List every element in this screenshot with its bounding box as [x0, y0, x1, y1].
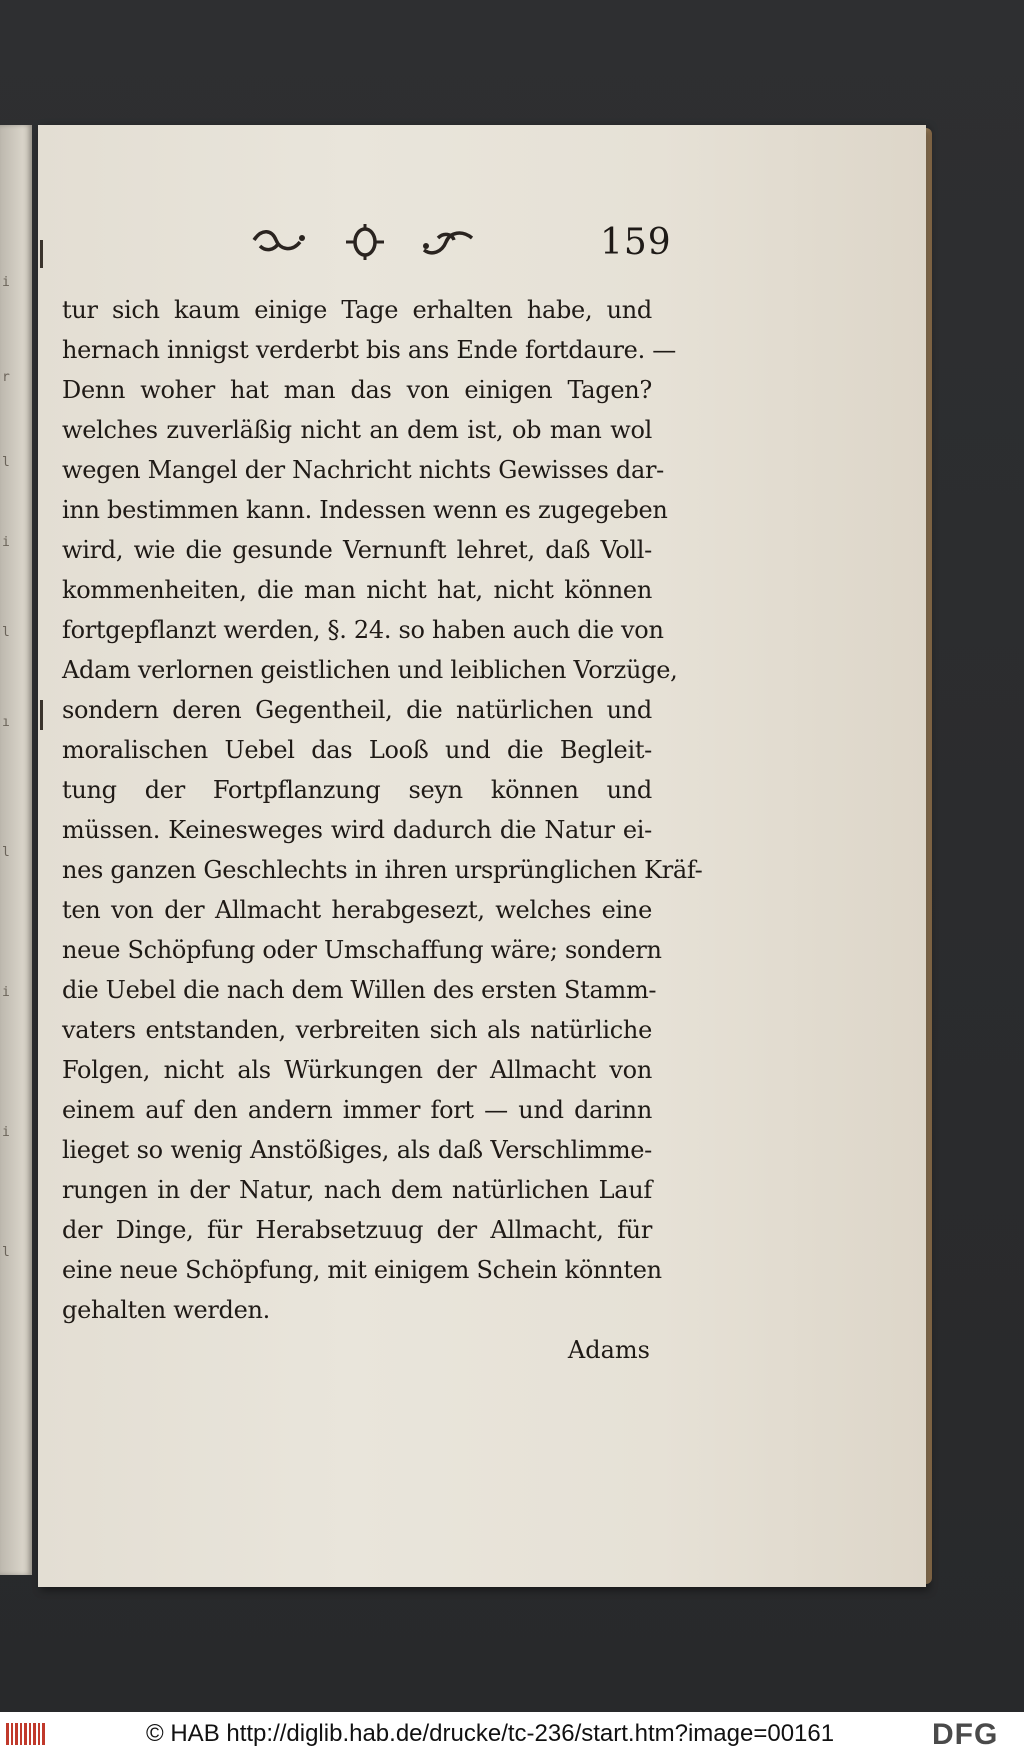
- text-line: kommenheiten, die man nicht hat, nicht können: [62, 576, 652, 604]
- text-line: fortgepflanzt werden, §. 24. so haben auch die von: [62, 616, 664, 644]
- citation-link[interactable]: © HAB http://diglib.hab.de/drucke/tc-236/start.htm?image=00161: [146, 1720, 835, 1747]
- text-line: die Uebel die nach dem Willen des ersten Stamm-: [62, 976, 657, 1004]
- text-line: lieget so wenig Anstößiges, als daß Verschlimme-: [62, 1136, 652, 1164]
- text-line: vaters entstanden, verbreiten sich als natürliche: [62, 1016, 652, 1044]
- catchword: Adams: [567, 1336, 650, 1364]
- text-line: nes ganzen Geschlechts in ihren ursprünglichen Kräf-: [62, 856, 703, 884]
- text-line: neue Schöpfung oder Umschaffung wäre; sondern: [62, 936, 662, 964]
- text-line: welches zuverläßig nicht an dem ist, ob man wol: [62, 416, 652, 444]
- ornament-left-icon: [250, 222, 310, 262]
- text-line: hernach innigst verderbt bis ans Ende fortdaure. —: [62, 336, 676, 364]
- text-line: Adam verlornen geistlichen und leiblichen Vorzüge,: [62, 656, 678, 684]
- text-line: einem auf den andern immer fort — und darinn: [62, 1096, 652, 1124]
- dfg-logo: DFG: [932, 1718, 999, 1751]
- text-line: tung der Fortpflanzung seyn können und: [62, 776, 652, 804]
- text-line: sondern deren Gegentheil, die natürlichen und: [62, 696, 652, 724]
- footer-bar: [0, 1712, 1024, 1755]
- text-line: Denn woher hat man das von einigen Tagen?: [62, 376, 652, 404]
- text-line: moralischen Uebel das Looß und die Begleit-: [62, 736, 652, 764]
- page-number: 159: [600, 222, 672, 263]
- library-barcode-icon: [6, 1721, 46, 1747]
- body-text: [62, 290, 703, 1330]
- text-line: gehalten werden.: [62, 1296, 271, 1324]
- margin-mark: [40, 700, 43, 730]
- text-line: müssen. Keinesweges wird dadurch die Natur ei-: [62, 816, 652, 844]
- text-line: ten von der Allmacht herabgesezt, welches eine: [62, 896, 652, 924]
- margin-mark: [40, 240, 43, 268]
- text-line: der Dinge, für Herabsetzuug der Allmacht, für: [62, 1216, 652, 1244]
- left-page-edge: i r l i l ı l i i l: [0, 125, 32, 1575]
- text-line: wird, wie die gesunde Vernunft lehret, daß Voll-: [62, 536, 652, 564]
- text-line: Folgen, nicht als Würkungen der Allmacht von: [62, 1056, 652, 1084]
- ornament-center-icon: [342, 222, 388, 262]
- text-line: inn bestimmen kann. Indessen wenn es zugegeben: [62, 496, 668, 524]
- ornament-right-icon: [418, 222, 480, 262]
- text-line: wegen Mangel der Nachricht nichts Gewisses dar-: [62, 456, 664, 484]
- text-line: tur sich kaum einige Tage erhalten habe, und: [62, 296, 652, 324]
- text-line: rungen in der Natur, nach dem natürlichen Lauf: [62, 1176, 652, 1204]
- text-line: eine neue Schöpfung, mit einigem Schein könnten: [62, 1256, 662, 1284]
